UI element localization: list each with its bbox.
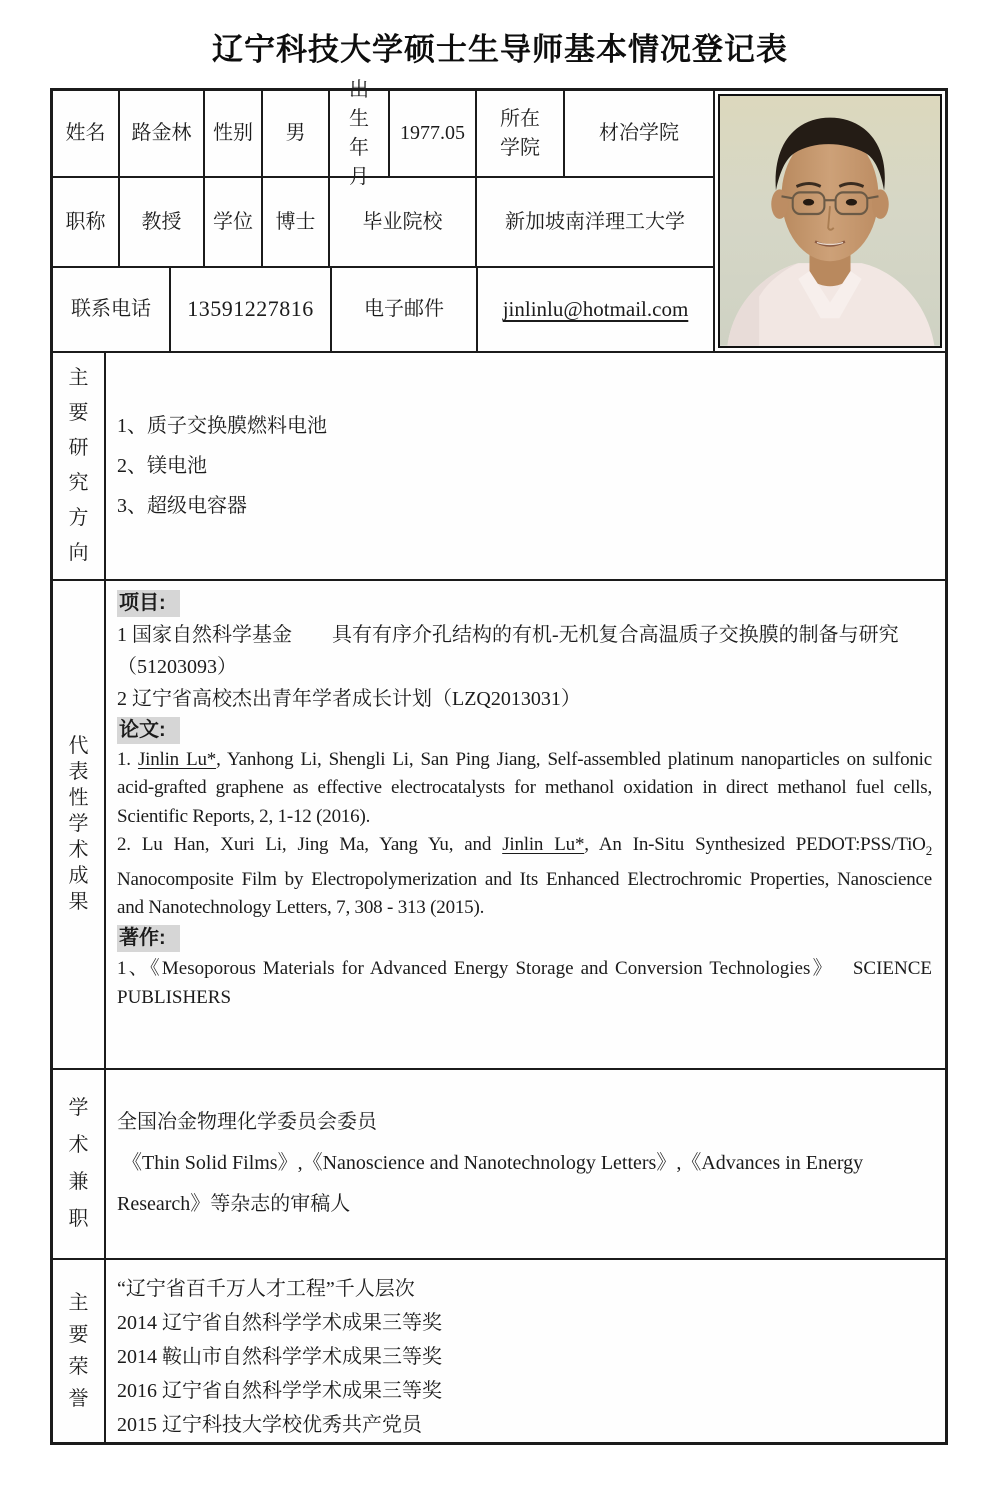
honors-label-cell bbox=[53, 1260, 106, 1442]
phone-label-cell: 联系电话 bbox=[53, 268, 171, 351]
school-value-cell: 新加坡南洋理工大学 bbox=[505, 210, 685, 233]
birth-value-cell: 1977.05 bbox=[390, 91, 477, 176]
honors-section bbox=[53, 1260, 945, 1442]
honor-item: 2015 辽宁科技大学校优秀共产党员 bbox=[117, 1414, 422, 1436]
degree-label-cell: 学位 bbox=[205, 178, 263, 266]
research-content bbox=[106, 353, 945, 579]
basic-info-grid bbox=[53, 78, 713, 351]
paper-item: 2. Lu Han, Xuri Li, Jing Ma, Yang Yu, and Jinlin Lu*, An In-Situ Synthesized PEDOT:PSS/TiO$_2$ Nanocomposite Film by Electropolymerization and Its Enhanced Electrochromic Properties, Nanoscience and Nanotechnology Letters, 7, 308 - 313 (2015). bbox=[117, 834, 932, 919]
gender-label-cell: 性别 bbox=[205, 91, 263, 176]
projects-heading: 项目: bbox=[117, 590, 180, 617]
honor-item: 2016 辽宁省自然科学学术成果三等奖 bbox=[117, 1380, 442, 1402]
book-item: 1、《Mesoporous Materials for Advanced Energy Storage and Conversion Technologies》 SCIENCE PUBLISHERS bbox=[117, 957, 937, 1008]
positions-label: 学术兼职 bbox=[68, 1096, 89, 1230]
email-label-cell: 电子邮件 bbox=[332, 268, 478, 351]
achievements-label: 代表性学术成果 bbox=[68, 735, 89, 914]
page-title: 辽宁科技大学硕士生导师基本情况登记表 bbox=[212, 32, 788, 67]
college-label-cell: 所在学院 bbox=[477, 91, 565, 176]
eye-left bbox=[803, 199, 814, 206]
position-item: 《Thin Solid Films》,《Nanoscience and Nanotechnology Letters》,《Advances in Energy Research》等杂志的审稿人 bbox=[117, 1152, 869, 1216]
prof-title-label-cell: 职称 bbox=[53, 178, 120, 266]
research-item: 2、镁电池 bbox=[117, 454, 207, 477]
paper-item: 1. Jinlin Lu*, Yanhong Li, Shengli Li, San Ping Jiang, Self-assembled platinum nanoparticles on sulfonic acid-grafted graphene as effective electrocatalysts for methanol oxidation in direct methanol fuel cells, Scientific Reports, 2, 1-12 (2016). bbox=[117, 748, 932, 827]
birth-label-cell: 出生年月 bbox=[330, 91, 390, 176]
position-item: 全国冶金物理化学委员会委员 bbox=[117, 1111, 377, 1134]
honor-item: 2014 辽宁省自然科学学术成果三等奖 bbox=[117, 1312, 442, 1334]
honors-content bbox=[106, 1260, 945, 1442]
name-label-cell: 姓名 bbox=[53, 91, 120, 176]
honors-label: 主要荣誉 bbox=[68, 1292, 89, 1410]
info-row-1 bbox=[53, 78, 713, 188]
degree-value-cell: 博士 bbox=[263, 178, 330, 266]
positions-content bbox=[106, 1070, 945, 1258]
name-value-cell: 路金林 bbox=[120, 91, 205, 176]
portrait-illustration bbox=[720, 96, 940, 346]
achievements-label-cell bbox=[53, 581, 106, 1068]
project-item: 1 国家自然科学基金 具有有序介孔结构的有机-无机复合高温质子交换膜的制备与研究（51203093） bbox=[117, 623, 899, 678]
papers-heading: 论文: bbox=[117, 717, 180, 744]
basic-info-block bbox=[53, 78, 945, 353]
research-label: 主要研究方向 bbox=[68, 366, 89, 564]
eye-right bbox=[846, 199, 857, 206]
ear-left bbox=[771, 189, 788, 218]
phone-value-cell: 13591227816 bbox=[171, 268, 332, 351]
ear-right bbox=[872, 189, 889, 218]
email-value-cell bbox=[478, 268, 713, 351]
research-label-cell bbox=[53, 353, 106, 579]
registration-table bbox=[50, 78, 948, 1445]
portrait-photo bbox=[718, 94, 942, 348]
photo-cell bbox=[713, 91, 945, 351]
info-row-2 bbox=[53, 178, 713, 268]
honor-item: “辽宁省百千万人才工程”千人层次 bbox=[117, 1278, 415, 1300]
research-section bbox=[53, 353, 945, 581]
honor-item: 2014 鞍山市自然科学学术成果三等奖 bbox=[117, 1346, 442, 1368]
email-address: jinlinlu@hotmail.com bbox=[502, 297, 689, 322]
achievements-section bbox=[53, 581, 945, 1070]
research-item: 1、质子交换膜燃料电池 bbox=[117, 414, 327, 437]
gender-value-cell: 男 bbox=[263, 91, 330, 176]
research-item: 3、超级电容器 bbox=[117, 494, 247, 517]
achievements-content bbox=[106, 581, 945, 1068]
books-heading: 著作: bbox=[117, 925, 180, 952]
info-row-3 bbox=[53, 268, 713, 351]
college-value-cell: 材冶学院 bbox=[599, 122, 679, 144]
school-label-cell: 毕业院校 bbox=[330, 178, 477, 266]
positions-section bbox=[53, 1070, 945, 1260]
prof-title-value-cell: 教授 bbox=[120, 178, 205, 266]
positions-label-cell bbox=[53, 1070, 106, 1258]
project-item: 2 辽宁省高校杰出青年学者成长计划（LZQ2013031） bbox=[117, 687, 581, 710]
